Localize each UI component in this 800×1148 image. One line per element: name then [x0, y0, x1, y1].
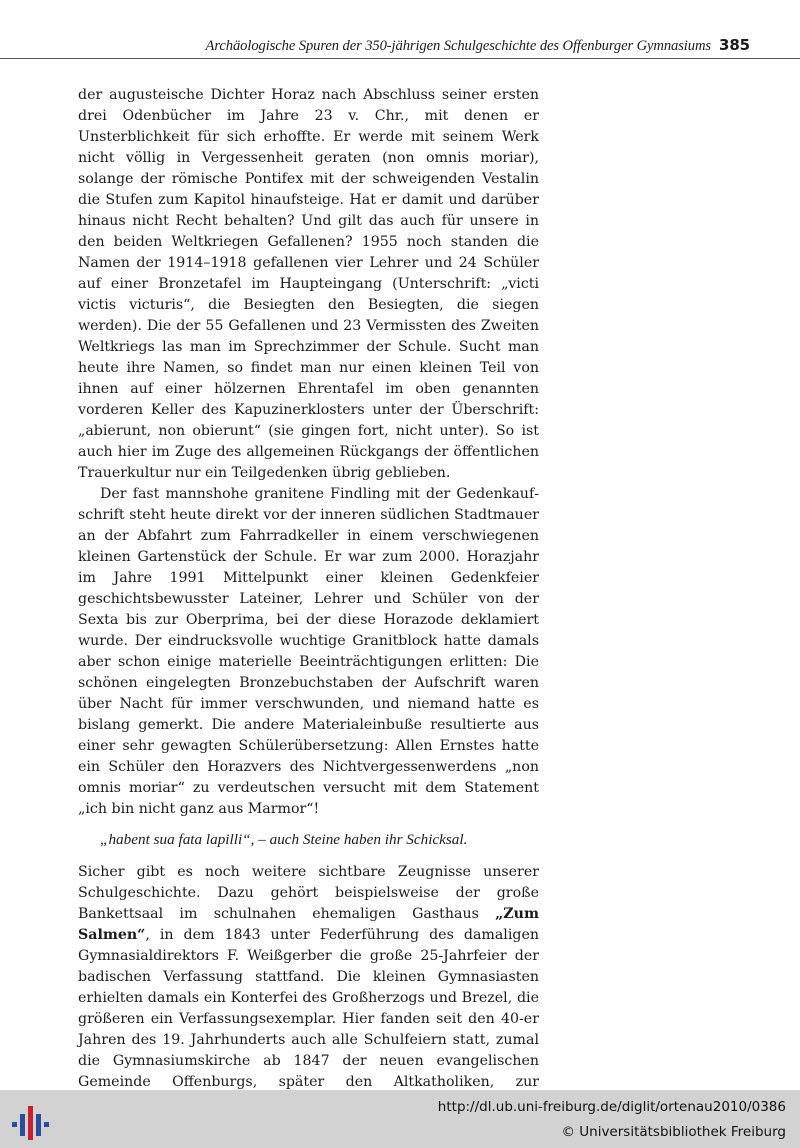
ub-freiburg-logo-icon[interactable]	[10, 1100, 52, 1142]
page-number: 385	[718, 36, 750, 54]
bold-term: „Zum Salmen“	[78, 906, 539, 943]
paragraph: der augusteische Dichter Horaz nach Abschluss seiner ersten drei Odenbücher im Jahre 23 v. Chr., mit denen er Unsterblichkeit für sich erhoffte. Er werde mit seinem Werk nicht völlig in Vergessenheit geraten (non omnis moriar), solange der römische Pontifex mit der schweigenden Vestalin die Stufen zum Kapitol hinaufsteige. Hat er damit und darüber hinaus nicht Recht behalten? Und gilt das auch für unsere in den beiden Weltkriegen Gefallenen? 1955 noch standen die Namen der 1914–1918 gefallenen vier Lehrer und 24 Schüler auf einer Bronzetafel im Haupteingang (Unterschrift: „victi victis victuris“, die Besiegten den Besiegten, die siegen werden). Die der 55 Gefallenen und 23 Vermissten des Zweiten Weltkriegs las man im Sprechzimmer der Schule. Sucht man heute ihre Namen, so findet man nur einen kleinen Teil von ihnen auf einer hölzernen Ehrentafel im oben genannten vorderen Keller des Kapuzinerklosters unter der Überschrift: „abierunt, non obierunt“ (sie gingen fort, nicht unter). So ist auch hier im Zuge des allgemeinen Rückgangs der öffentlichen Trauerkultur nur ein Teilgedenken übrig geblieben.	[78, 87, 539, 481]
body-text	[78, 85, 539, 1114]
header-rule	[0, 58, 800, 59]
quote-line: „habent sua fata lapilli“, – auch Steine haben ihr Schicksal.	[100, 831, 468, 848]
running-title: Archäologische Spuren der 350-jährigen Schulgeschichte des Offenburger Gymnasiums	[205, 38, 711, 54]
footer-bar	[0, 1090, 800, 1148]
paragraph-text: , in dem 1843 unter Federführung des damaligen Gymnasialdirektors F. Weißgerber die große 25-Jahrfeier der badischen Verfassung stattfand. Die kleinen Gymnasiasten erhielten damals ein Konterfei des Großherzogs und Brezel, die größeren ein Verfassungsexemplar. Hier fanden seit den 40-er Jahren des 19. Jahrhunderts auch alle Schulfeiern statt, zumal die Gymnasiumskirche ab 1847 der neuen evangelischen Gemeinde Offenburgs, später den Altkatholiken, zur	[78, 927, 539, 1090]
paragraph: Der fast mannshohe granitene Findling mit der Gedenkaufschrift steht heute direkt vor der inneren südlichen Stadtmauer an der Abfahrt zum Fahrradkeller in einem verschwiegenen kleinen Gartenstück der Schule. Er war zum 2000. Horazjahr im Jahre 1991 Mittelpunkt einer kleinen Gedenkfeier geschichtsbewusster Lateiner, Lehrer und Schüler von der Sexta bis zur Oberprima, bei der diese Horazode deklamiert wurde. Der eindrucksvolle wuchtige Granitblock hatte damals aber schon einige materielle Beeinträchtigungen erlitten: Die schönen eingelegten Bronzebuchstaben der Aufschrift waren über Nacht für immer verschwunden, und niemand hatte es bislang gemerkt. Die andere Materialeinbuße resultierte aus einer sehr gewagten Schülerübersetzung: Allen Ernstes hatte ein Schüler den Horazvers des Nichtvergessenwerdens „non omnis moriar“ zu verdeutschen versucht mit dem Statement „ich bin nicht ganz aus Marmor“!	[78, 486, 539, 817]
page-header	[190, 36, 750, 55]
paragraph-text: Sicher gibt es noch weitere sichtbare Zeugnisse unserer Schulgeschichte. Dazu gehört beispielsweise der große Bankettsaal im schulnahen ehemaligen Gasthaus	[78, 864, 539, 922]
footer-copyright: © Universitätsbibliothek Freiburg	[561, 1124, 786, 1140]
footer-url[interactable]: http://dl.ub.uni-freiburg.de/diglit/ortenau2010/0386	[437, 1099, 786, 1115]
paragraph	[78, 862, 539, 1114]
